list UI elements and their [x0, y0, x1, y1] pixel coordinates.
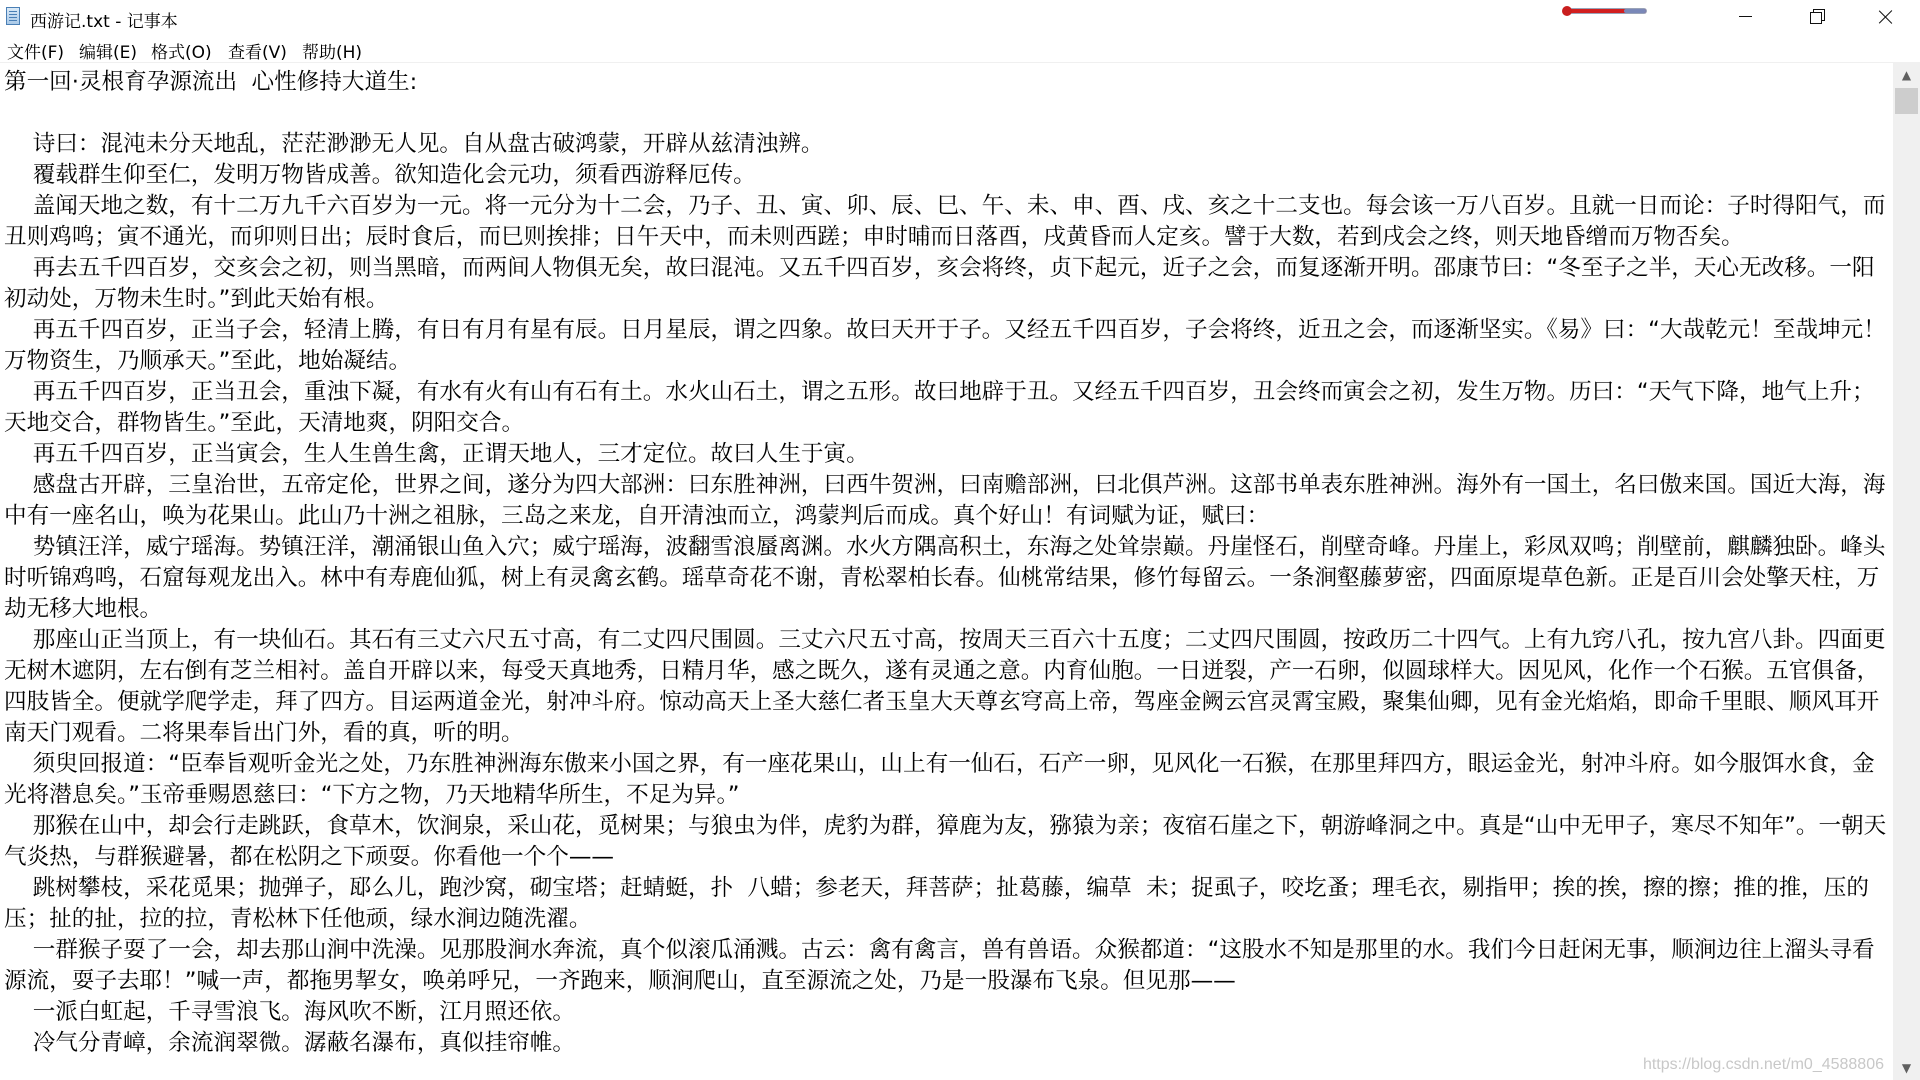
vertical-scrollbar[interactable] [1893, 63, 1920, 1080]
menu-edit[interactable]: 编辑(E) [79, 43, 138, 63]
menu-view[interactable]: 查看(V) [228, 43, 287, 63]
scroll-up-icon[interactable]: ▲ [1901, 68, 1912, 82]
menu-format[interactable]: 格式(O) [151, 43, 212, 63]
document-text[interactable]: 第一回·灵根育孕源流出 心性修持大道生: 诗曰：混沌未分天地乱，茫茫渺渺无人见。自从盘古破鸿蒙，开辟从兹清浊辨。 覆载群生仰至仁，发明万物皆成善。欲知造化会元功，须看西游释厄传。 盖闻天地之数，有十二万九千六百岁为一元。将一元分为十二会，乃子、丑、寅、卯、辰、巳、午、未、申、酉、戌、亥之十二支也。每会该一万八百岁。且就一日而论：子时得阳气，而丑则鸡鸣；寅不通光，而卯则日出；辰时食后，而巳则挨排；日午天中，而未则西蹉；申时晡而日落酉，戌黄昏而人定亥。譬于大数，若到戌会之终，则天地昏缯而万物否矣。 再去五千四百岁，交亥会之初，则当黑暗，而两间人物俱无矣，故曰混沌。又五千四百岁，亥会将终，贞下起元，近子之会，而复逐渐开明。邵康节曰：“冬至子之半，天心无改移。一阳初动处，万物未生时。”到此天始有根。 再五千四百岁，正当子会，轻清上腾，有日有月有星有辰。日月星辰，谓之四象。故曰天开于子。又经五千四百岁，子会将终，近丑之会，而逐渐坚实。《易》曰：“大哉乾元！至哉坤元！万物资生，乃顺承天。”至此，地始凝结。 再五千四百岁，正当丑会，重浊下凝，有水有火有山有石有土。水火山石土，谓之五形。故曰地辟于丑。又经五千四百岁，丑会终而寅会之初，发生万物。历曰：“天气下降，地气上升；天地交合，群物皆生。”至此，天清地爽，阴阳交合。 再五千四百岁，正当寅会，生人生兽生禽，正谓天地人，三才定位。故曰人生于寅。 感盘古开辟，三皇治世，五帝定伦，世界之间，遂分为四大部洲：曰东胜神洲，曰西牛贺洲，曰南赡部洲，曰北俱芦洲。这部书单表东胜神洲。海外有一国土，名曰傲来国。国近大海，海中有一座名山，唤为花果山。此山乃十洲之祖脉，三岛之来龙，自开清浊而立，鸿蒙判后而成。真个好山！有词赋为证，赋曰： 势镇汪洋，威宁瑶海。势镇汪洋，潮涌银山鱼入穴；威宁瑶海，波翻雪浪蜃离渊。水火方隅高积土，东海之处耸崇巅。丹崖怪石，削壁奇峰。丹崖上，彩凤双鸣；削壁前，麒麟独卧。峰头时听锦鸡鸣，石窟每观龙出入。林中有寿鹿仙狐，树上有灵禽玄鹤。瑶草奇花不谢，青松翠柏长春。仙桃常结果，修竹每留云。一条涧壑藤萝密，四面原堤草色新。正是百川会处擎天柱，万劫无移大地根。 那座山正当顶上，有一块仙石。其石有三丈六尺五寸高，有二丈四尺围圆。三丈六尺五寸高，按周天三百六十五度；二丈四尺围圆，按政历二十四气。上有九窍八孔，按九宫八卦。四面更无树木遮阴，左右倒有芝兰相衬。盖自开辟以来，每受天真地秀，日精月华，感之既久，遂有灵通之意。内育仙胞。一日迸裂，产一石卵，似圆球样大。因见风，化作一个石猴。五官俱备，四肢皆全。便就学爬学走，拜了四方。目运两道金光，射冲斗府。惊动高天上圣大慈仁者玉皇大天尊玄穹高上帝，驾座金阙云宫灵霄宝殿，聚集仙卿，见有金光焰焰，即命千里眼、顺风耳开南天门观看。二将果奉旨出门外，看的真，听的明。 须臾回报道：“臣奉旨观听金光之处，乃东胜神洲海东傲来小国之界，有一座花果山，山上有一仙石，石产一卵，见风化一石猴，在那里拜四方，眼运金光，射冲斗府。如今服饵水食，金光将潜息矣。”玉帝垂赐恩慈曰：“下方之物，乃天地精华所生，不足为异。” 那猴在山中，却会行走跳跃，食草木，饮涧泉，采山花，觅树果；与狼虫为伴，虎豹为群，獐鹿为友，猕猿为亲；夜宿石崖之下，朝游峰洞之中。真是“山中无甲子，寒尽不知年”。一朝天气炎热，与群猴避暑，都在松阴之下顽耍。你看他一个个—— 跳树攀枝，采花觅果；抛弹子，邷么儿，跑沙窝，砌宝塔；赶蜻蜓，扑 八蜡；参老天，拜菩萨；扯葛藤，编草 未；捉虱子，咬圪蚤；理毛衣，剔指甲；挨的挨，擦的擦；推的推，压的压；扯的扯，拉的拉，青松林下任他顽，绿水涧边随洗濯。 一群猴子耍了一会，却去那山涧中洗澡。见那股涧水奔流，真个似滚瓜涌溅。古云：禽有禽言，兽有兽语。众猴都道：“这股水不知是那里的水。我们今日赶闲无事，顺涧边往上溜头寻看源流，耍子去耶！”喊一声，都拖男挈女，唤弟呼兄，一齐跑来，顺涧爬山，直至源流之处，乃是一股瀑布飞泉。但见那—— 一派白虹起，千寻雪浪飞。海风吹不断，江月照还依。 冷气分青嶂，余流润翠微。潺蔽名瀑布，真似挂帘帷。 [4, 69, 1887, 1056]
notepad-icon [6, 7, 20, 25]
scroll-down-icon[interactable]: ▼ [1901, 1061, 1912, 1075]
window-title: 西游记.txt - 记事本 [30, 12, 178, 32]
slider-knob-icon[interactable] [1562, 6, 1572, 16]
minimize-button[interactable] [1710, 0, 1780, 34]
close-button[interactable] [1850, 0, 1920, 34]
menu-bar [0, 34, 1920, 63]
close-icon [1878, 9, 1894, 25]
restore-button[interactable] [1780, 0, 1850, 34]
minimize-icon [1739, 16, 1752, 17]
menu-help[interactable]: 帮助(H) [302, 43, 363, 63]
menu-file[interactable]: 文件(F) [7, 43, 65, 63]
text-editor[interactable] [0, 63, 1893, 1080]
restore-icon [1810, 12, 1822, 24]
overlay-slider[interactable] [1562, 6, 1648, 16]
title-bar [0, 0, 1920, 34]
scroll-thumb[interactable] [1895, 88, 1918, 114]
watermark: https://blog.csdn.net/m0_4588806 [1642, 1056, 1884, 1073]
slider-fill [1624, 9, 1646, 13]
